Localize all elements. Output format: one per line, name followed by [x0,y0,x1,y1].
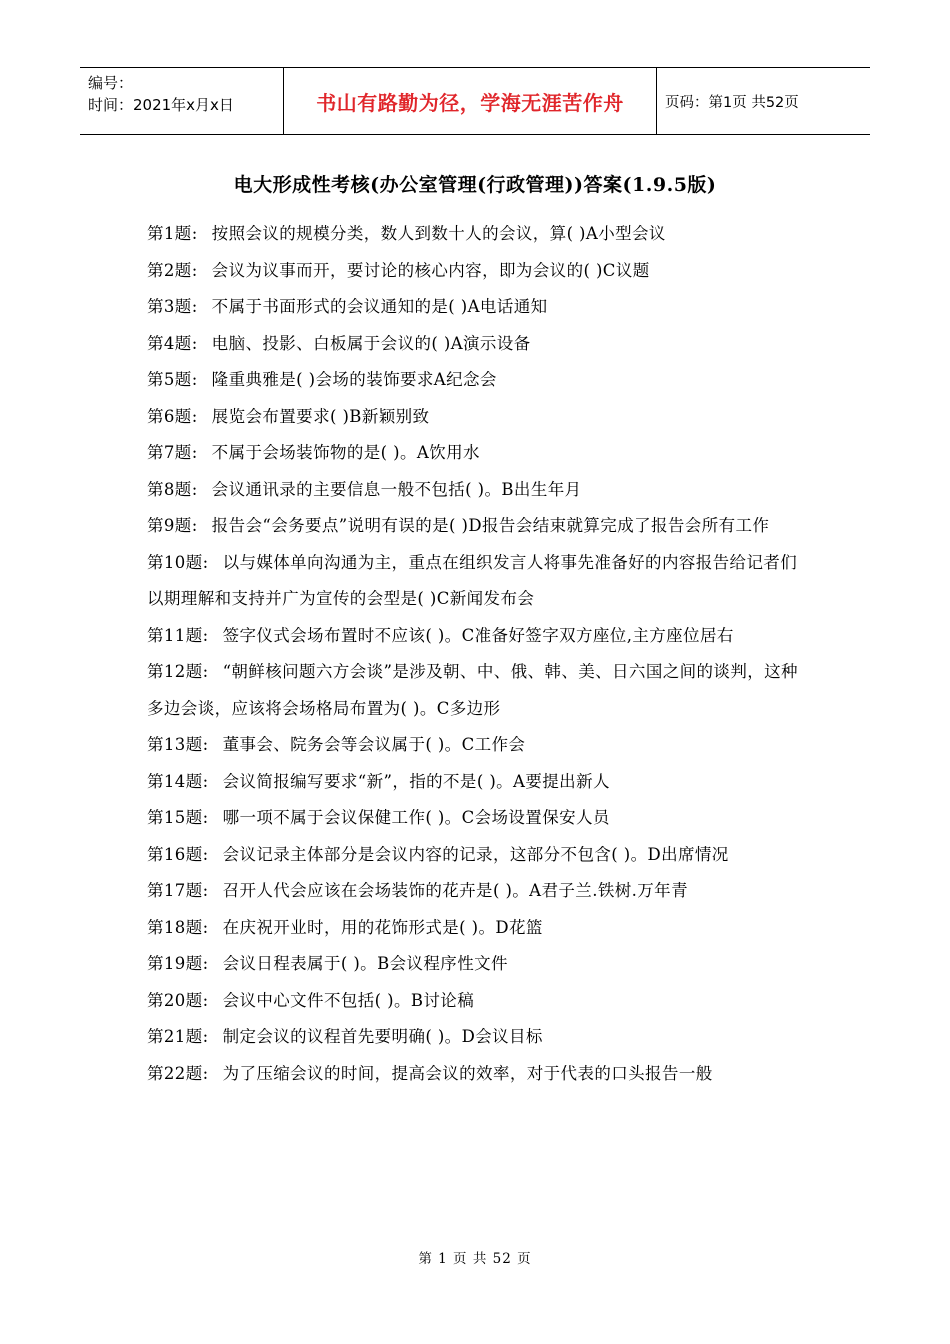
question-number: 第13题: [147,735,209,754]
question-number: 第4题: [147,333,198,353]
question-text: 不属于书面形式的会议通知的是( )A电话通知 [211,297,548,316]
question-text: 召开人代会应该在会场装饰的花卉是( )。A君子兰.铁树.万年青 [222,881,688,900]
question-number: 第1题: [147,224,198,243]
question-number: 第11题: [147,625,209,645]
question-text: “朝鲜核问题六方会谈”是涉及朝、中、俄、韩、美、日六国之间的谈判，这种多边会谈，应该将会场格局布置为( )。C多边形 [147,662,798,718]
question-text: 制定会议的议程首先要明确( )。D会议目标 [222,1027,543,1046]
question-item [147,800,809,837]
question-text: 在庆祝开业时，用的花饰形式是( )。D花篮 [222,917,543,937]
question-item [147,983,809,1020]
question-item [147,618,809,655]
question-text: 报告会“会务要点”说明有误的是( )D报告会结束就算完成了报告会所有工作 [211,516,770,535]
question-text: 哪一项不属于会议保健工作( )。C会场设置保安人员 [222,808,610,827]
question-text: 会议中心文件不包括( )。B讨论稿 [222,990,475,1010]
question-text: 会议记录主体部分是会议内容的记录，这部分不包含( )。D出席情况 [222,844,729,864]
question-item [147,727,809,764]
question-item [147,1056,809,1093]
question-list [147,216,809,1092]
question-item [147,362,809,399]
question-item [147,910,809,947]
question-text: 董事会、院务会等会议属于( )。C工作会 [222,735,526,754]
document-date: 时间：2021年x月x日 [88,96,234,114]
question-item [147,508,809,545]
question-number: 第6题: [147,406,198,426]
question-number: 第16题: [147,844,209,864]
question-number: 第18题: [147,917,209,937]
question-text: 不属于会场装饰物的是( )。A饮用水 [211,443,480,462]
header-motto: 书山有路勤为径，学海无涯苦作舟 [316,90,624,115]
header-motto-cell [283,68,657,134]
header-page-cell [657,68,870,134]
document-number-label: 编号： [88,74,134,92]
question-item [147,253,809,290]
question-text: 按照会议的规模分类，数人到数十人的会议，算( )A小型会议 [211,224,666,243]
question-item [147,326,809,363]
question-item [147,654,809,727]
header-page-info: 页码：第1页 共52页 [665,94,799,111]
question-number: 第20题: [147,990,209,1010]
question-item [147,1019,809,1056]
question-item [147,472,809,509]
question-text: 展览会布置要求( )B新颖别致 [211,406,430,426]
question-number: 第17题: [147,881,209,900]
question-number: 第3题: [147,297,198,316]
question-number: 第7题: [147,443,198,462]
question-text: 电脑、投影、白板属于会议的( )A演示设备 [211,333,531,353]
question-number: 第22题: [147,1063,209,1083]
question-number: 第15题: [147,808,209,827]
question-item [147,837,809,874]
question-text: 以与媒体单向沟通为主，重点在组织发言人将事先准备好的内容报告给记者们以期理解和支持并广为宣传的会型是( )C新闻发布会 [147,552,798,608]
header-table [80,67,870,135]
question-number: 第21题: [147,1027,209,1046]
question-number: 第8题: [147,479,198,499]
question-item [147,946,809,983]
question-item [147,399,809,436]
question-text: 会议为议事而开，要讨论的核心内容，即为会议的( )C议题 [211,260,650,280]
question-item [147,873,809,910]
question-text: 会议简报编写要求“新”，指的不是( )。A要提出新人 [222,771,610,791]
question-text: 隆重典雅是( )会场的装饰要求A纪念会 [211,370,497,389]
document-title: 电大形成性考核(办公室管理(行政管理))答案(1.9.5版) [233,174,717,196]
question-item [147,216,809,253]
question-number: 第10题: [147,552,209,572]
question-number: 第19题: [147,954,209,973]
question-text: 签字仪式会场布置时不应该( )。C准备好签字双方座位,主方座位居右 [222,625,734,645]
question-number: 第2题: [147,260,198,280]
question-item [147,435,809,472]
page-footer: 第 1 页 共 52 页 [418,1251,532,1267]
question-text: 会议通讯录的主要信息一般不包括( )。B出生年月 [211,479,582,499]
question-item [147,764,809,801]
question-text: 会议日程表属于( )。B会议程序性文件 [222,954,508,973]
header-meta-cell [80,68,283,134]
question-number: 第14题: [147,771,209,791]
question-item [147,545,809,618]
question-number: 第9题: [147,516,198,535]
question-item [147,289,809,326]
question-number: 第12题: [147,662,209,681]
question-text: 为了压缩会议的时间，提高会议的效率，对于代表的口头报告一般 [222,1063,713,1083]
question-number: 第5题: [147,370,198,389]
